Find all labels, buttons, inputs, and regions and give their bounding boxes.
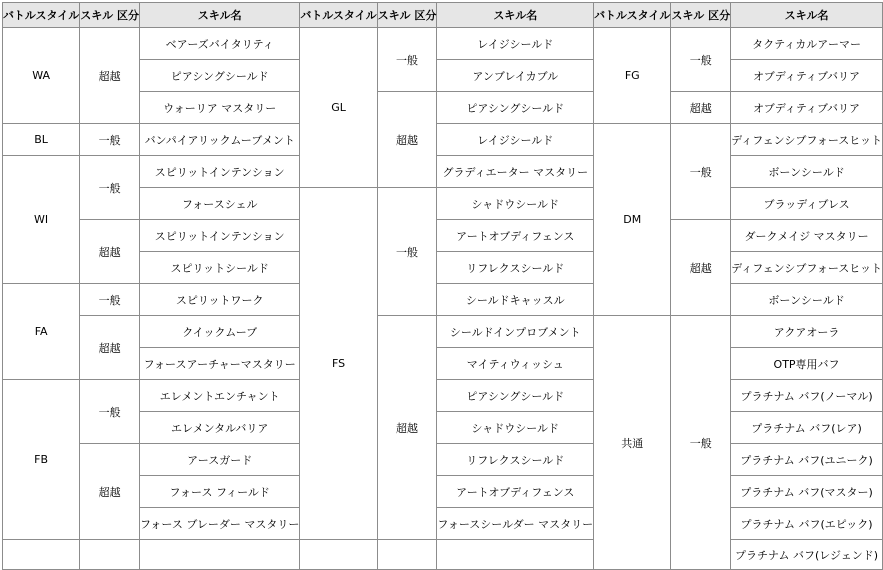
header-style: バトルスタイル [3, 3, 80, 28]
skill-cell: フォースシェル [139, 188, 299, 220]
category-cell: 一般 [377, 28, 437, 92]
skill-cell: プラチナム バフ(エピック) [731, 508, 883, 540]
skill-cell: ピアシングシールド [437, 92, 594, 124]
table-row [3, 284, 883, 316]
skill-cell: ピアシングシールド [437, 380, 594, 412]
style-cell: FA [3, 284, 80, 380]
skill-cell: ピアシングシールド [139, 60, 299, 92]
style-cell: WA [3, 28, 80, 124]
empty-cell [377, 540, 437, 570]
style-cell: DM [594, 124, 671, 316]
skill-cell: シールドキャッスル [437, 284, 594, 316]
table-row [3, 220, 883, 252]
category-cell: 超越 [80, 444, 140, 540]
skill-cell: リフレクスシールド [437, 444, 594, 476]
category-cell: 超越 [377, 92, 437, 188]
skill-cell: アクアオーラ [731, 316, 883, 348]
skill-cell: アートオブディフェンス [437, 220, 594, 252]
header-row [3, 3, 883, 28]
skill-cell: アースガード [139, 444, 299, 476]
table-row [3, 28, 883, 60]
skill-cell: アートオブディフェンス [437, 476, 594, 508]
empty-cell [139, 540, 299, 570]
skill-cell: フォースシールダー マスタリー [437, 508, 594, 540]
skill-cell: ダークメイジ マスタリー [731, 220, 883, 252]
table-row [3, 156, 883, 188]
skill-cell: フォースアーチャーマスタリー [139, 348, 299, 380]
category-cell: 超越 [80, 220, 140, 284]
skill-cell: スピリットシールド [139, 252, 299, 284]
skill-cell: グラディエーター マスタリー [437, 156, 594, 188]
skill-cell: オブディティブバリア [731, 60, 883, 92]
table-row [3, 316, 883, 348]
category-cell: 一般 [671, 124, 731, 220]
skill-cell: ボーンシールド [731, 156, 883, 188]
skill-cell: スピリットインテンション [139, 220, 299, 252]
skill-cell: プラチナム バフ(レジェンド) [731, 540, 883, 570]
category-cell: 一般 [80, 156, 140, 220]
skill-table [2, 2, 883, 570]
table-row [3, 444, 883, 476]
category-cell: 一般 [671, 28, 731, 92]
skill-cell: ベアーズバイタリティ [139, 28, 299, 60]
empty-cell [3, 540, 80, 570]
header-skill: スキル名 [139, 3, 299, 28]
skill-cell: スピリットインテンション [139, 156, 299, 188]
skill-cell: レイジシールド [437, 28, 594, 60]
style-cell: WI [3, 156, 80, 284]
style-cell: FG [594, 28, 671, 124]
category-cell: 超越 [80, 316, 140, 380]
category-cell: 一般 [80, 380, 140, 444]
skill-cell: エレメンタルバリア [139, 412, 299, 444]
header-style: バトルスタイル [300, 3, 377, 28]
skill-cell: ブラッディブレス [731, 188, 883, 220]
empty-cell [80, 540, 140, 570]
category-cell: 一般 [80, 124, 140, 156]
category-cell: 一般 [377, 188, 437, 316]
style-cell: BL [3, 124, 80, 156]
skill-cell: マイティウィッシュ [437, 348, 594, 380]
skill-cell: レイジシールド [437, 124, 594, 156]
skill-cell: アンブレイカブル [437, 60, 594, 92]
category-cell: 超越 [671, 220, 731, 316]
skill-cell: プラチナム バフ(レア) [731, 412, 883, 444]
skill-cell: OTP専用バフ [731, 348, 883, 380]
skill-cell: スピリットワーク [139, 284, 299, 316]
header-category: スキル 区分 [80, 3, 140, 28]
skill-cell: タクティカルアーマー [731, 28, 883, 60]
skill-cell: プラチナム バフ(ノーマル) [731, 380, 883, 412]
table-row [3, 540, 883, 570]
skill-cell: バンパイアリックムーブメント [139, 124, 299, 156]
skill-cell: エレメントエンチャント [139, 380, 299, 412]
header-style: バトルスタイル [594, 3, 671, 28]
header-category: スキル 区分 [377, 3, 437, 28]
style-cell: GL [300, 28, 377, 188]
skill-cell: オブディティブバリア [731, 92, 883, 124]
skill-cell: シャドウシールド [437, 188, 594, 220]
table-row [3, 380, 883, 412]
empty-cell [300, 540, 377, 570]
skill-cell: ディフェンシブフォースヒット [731, 124, 883, 156]
skill-cell: クイックムーブ [139, 316, 299, 348]
skill-cell: シールドインプロブメント [437, 316, 594, 348]
header-skill: スキル名 [437, 3, 594, 28]
skill-cell: フォース フィールド [139, 476, 299, 508]
category-cell: 一般 [671, 316, 731, 570]
skill-cell: ディフェンシブフォースヒット [731, 252, 883, 284]
header-skill: スキル名 [731, 3, 883, 28]
skill-cell: フォース ブレーダー マスタリー [139, 508, 299, 540]
category-cell: 超越 [377, 316, 437, 540]
style-cell: FB [3, 380, 80, 540]
skill-cell: ボーンシールド [731, 284, 883, 316]
empty-cell [437, 540, 594, 570]
skill-cell: シャドウシールド [437, 412, 594, 444]
skill-cell: リフレクスシールド [437, 252, 594, 284]
category-cell: 超越 [80, 28, 140, 124]
style-cell: 共通 [594, 316, 671, 570]
style-cell: FS [300, 188, 377, 540]
category-cell: 一般 [80, 284, 140, 316]
category-cell: 超越 [671, 92, 731, 124]
header-category: スキル 区分 [671, 3, 731, 28]
skill-cell: ウォーリア マスタリー [139, 92, 299, 124]
skill-cell: プラチナム バフ(マスター) [731, 476, 883, 508]
table-row [3, 124, 883, 156]
skill-cell: プラチナム バフ(ユニーク) [731, 444, 883, 476]
